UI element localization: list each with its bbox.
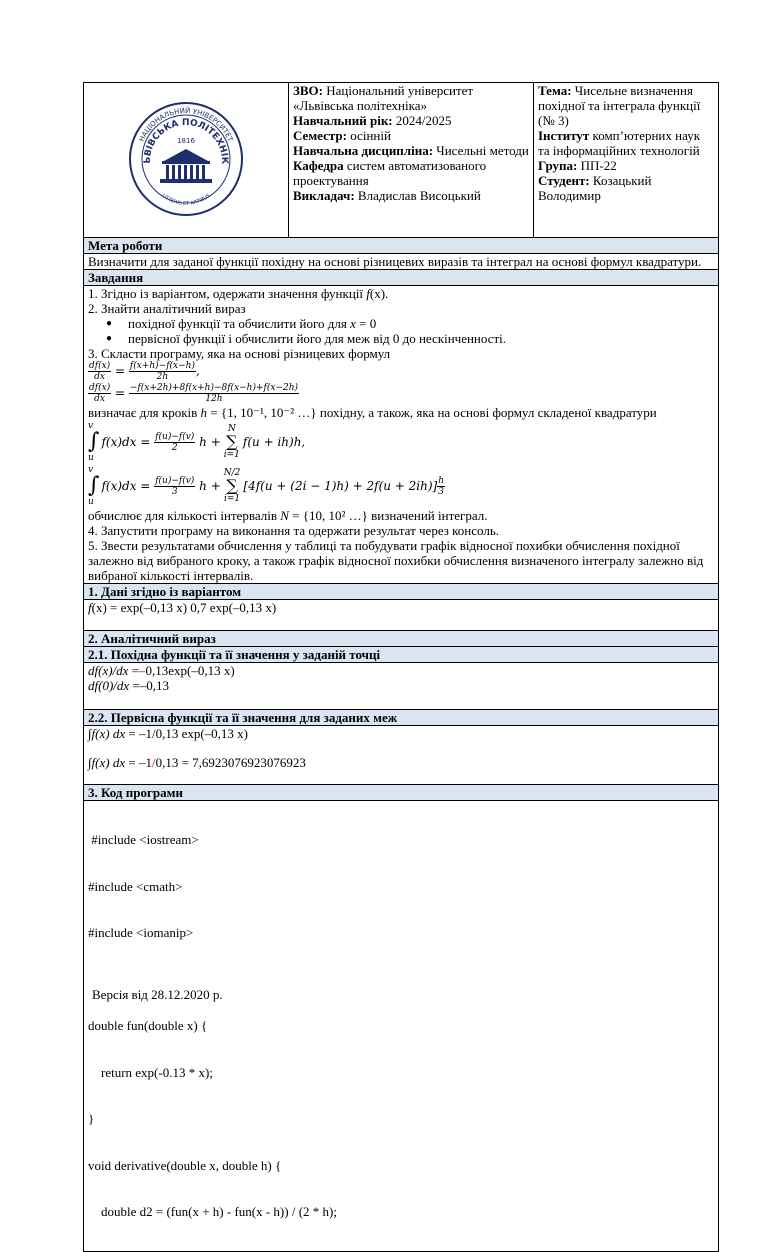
year-line: Навчальний рік: 2024/2025 [293, 113, 452, 128]
primitive-body [83, 726, 719, 785]
topic-line: Тема: Чисельне визначення похідної та інтеграла функції (№ 3) [538, 83, 701, 128]
student-info-cell [534, 83, 719, 238]
variant-heading: 1. Дані згідно із варіантом [83, 584, 719, 600]
analytic-heading: 2. Аналітичний вираз [83, 631, 719, 647]
header-table [83, 82, 719, 238]
code-line: } [88, 1111, 95, 1126]
formula-simpson: v ∫ u f(x)dx = $\frac{f(u)-f(v)}{3}$ h + N/2 ∑ i=1 [4f(u + (2i − 1)h) + 2f(u + 2ih)] $\frac{h}{3}$ [88, 465, 445, 507]
university-logo-cell [84, 83, 289, 238]
semester-line: Семестр: осінній [293, 128, 391, 143]
university-logo [126, 99, 246, 219]
zvo-line: ЗВО: Національний університет «Львівська політехніка» [293, 83, 474, 113]
primitive-value: ∫f(x) dx = –1/0,13 = 7,6923076923076923 [88, 755, 306, 770]
derivative-value: df(0)/dx =–0,13 [88, 678, 169, 693]
code-heading: 3. Код програми [83, 785, 719, 801]
task-heading: Завдання [83, 270, 719, 286]
formula-five-point-difference: $\frac{df(x)}{dx}$ = $\frac{-f(x+2h)+8f(x+h)-8f(x-h)+f(x-2h)}{12h}$ [89, 383, 299, 404]
code-line: return exp(-0.13 * x); [88, 1064, 213, 1080]
variant-body: f(x) = exp(–0,13 x) 0,7 exp(–0,13 x) [83, 600, 719, 631]
code-line: #include <cmath> [88, 878, 183, 894]
task-item-5: 5. Звести результатами обчислення у таблиці та побудувати графік відносної похибки обчислення похідної залежно від вибраного кроку, а також графік відносної похибки обчислення визначеного інтегралу залежно від вибраної кількості інтервалів. [88, 538, 704, 583]
task-body [83, 286, 719, 584]
derivative-heading: 2.1. Похідна функції та її значення у заданій точці [83, 647, 719, 663]
code-line: double fun(double x) { [88, 1018, 208, 1033]
primitive-expression: ∫f(x) dx = –1/0,13 exp(–0,13 x) [88, 726, 248, 741]
step-sizes-line: визначає для кроків h = {1, 10⁻¹, 10⁻² …} похідну, а також, яка на основі формул складеної квадратури [88, 405, 657, 420]
lecturer-line: Викладач: Владислав Висоцький [293, 188, 481, 203]
logo-motto: LITTERIS ET ARTIBUS [160, 192, 212, 207]
logo-main-text: ЬВІВСЬКА ПОЛІТЕХНІК [142, 117, 230, 164]
code-line: #include <iostream> [88, 832, 199, 847]
logo-top-text: НАЦІОНАЛЬНИЙ УНІВЕРСИТЕТ [137, 106, 235, 143]
task-bullet-derivative: ● похідної функції та обчислити його для x = 0 [128, 316, 714, 331]
lab-report-page [83, 82, 719, 1252]
department-line: Кафедра систем автоматизованого проектування [293, 158, 487, 188]
code-block [83, 801, 719, 1252]
logo-year: 1816 [177, 136, 195, 145]
primitive-heading: 2.2. Первісна функції та її значення для заданих меж [83, 710, 719, 726]
code-line: double d2 = (fun(x + h) - fun(x - h)) / (2 * h); [88, 1204, 337, 1219]
formula-trapezoid: v ∫ u f(x)dx = $\frac{f(u)-f(v)}{2}$ h + N ∑ i=1 f(u + ih)h, [88, 421, 306, 463]
task-item-3: 3. Скласти програму, яка на основі різницевих формул [88, 346, 391, 361]
derivative-expression: df(x)/dx =–0,13exp(–0,13 x) [88, 663, 235, 678]
task-item-2: 2. Знайти аналітичний вираз [88, 301, 246, 316]
code-line: void derivative(double x, double h) { [88, 1157, 282, 1173]
task-bullets [88, 316, 714, 346]
institute-line: Інститут комп’ютерних наук та інформаційних технологій [538, 128, 701, 158]
task-bullet-primitive: ● первісної функції і обчислити його для меж від 0 до нескінченності. [128, 331, 714, 346]
task-item-1: 1. Згідно із варіантом, одержати значення функції f(x). [88, 286, 389, 301]
formula-central-difference: $\frac{df(x)}{dx}$ = $\frac{f(x+h)-f(x-h)}{2h}$ , [89, 361, 200, 382]
discipline-line: Навчальна дисципліна: Чисельні методи [293, 143, 529, 158]
task-item-4: 4. Запустити програму на виконання та одержати результат через консоль. [88, 523, 500, 538]
intervals-line: обчислює для кількості інтервалів N = {10, 10² …} визначений інтеграл. [88, 508, 488, 523]
group-line: Група: ПП-22 [538, 158, 617, 173]
student-line: Студент: Козацький Володимир [538, 173, 652, 203]
version-footer: Версія від 28.12.2020 р. [92, 987, 223, 1002]
goal-heading: Мета роботи [83, 238, 719, 254]
goal-text: Визначити для заданої функції похідну на основі різницевих виразів та інтеграл на основі формул квадратури. [83, 254, 719, 270]
course-info-cell [289, 83, 534, 238]
code-line: #include <iomanip> [88, 925, 194, 940]
logo-building-icon [160, 149, 212, 183]
derivative-body [83, 663, 719, 710]
code-line [88, 972, 714, 988]
